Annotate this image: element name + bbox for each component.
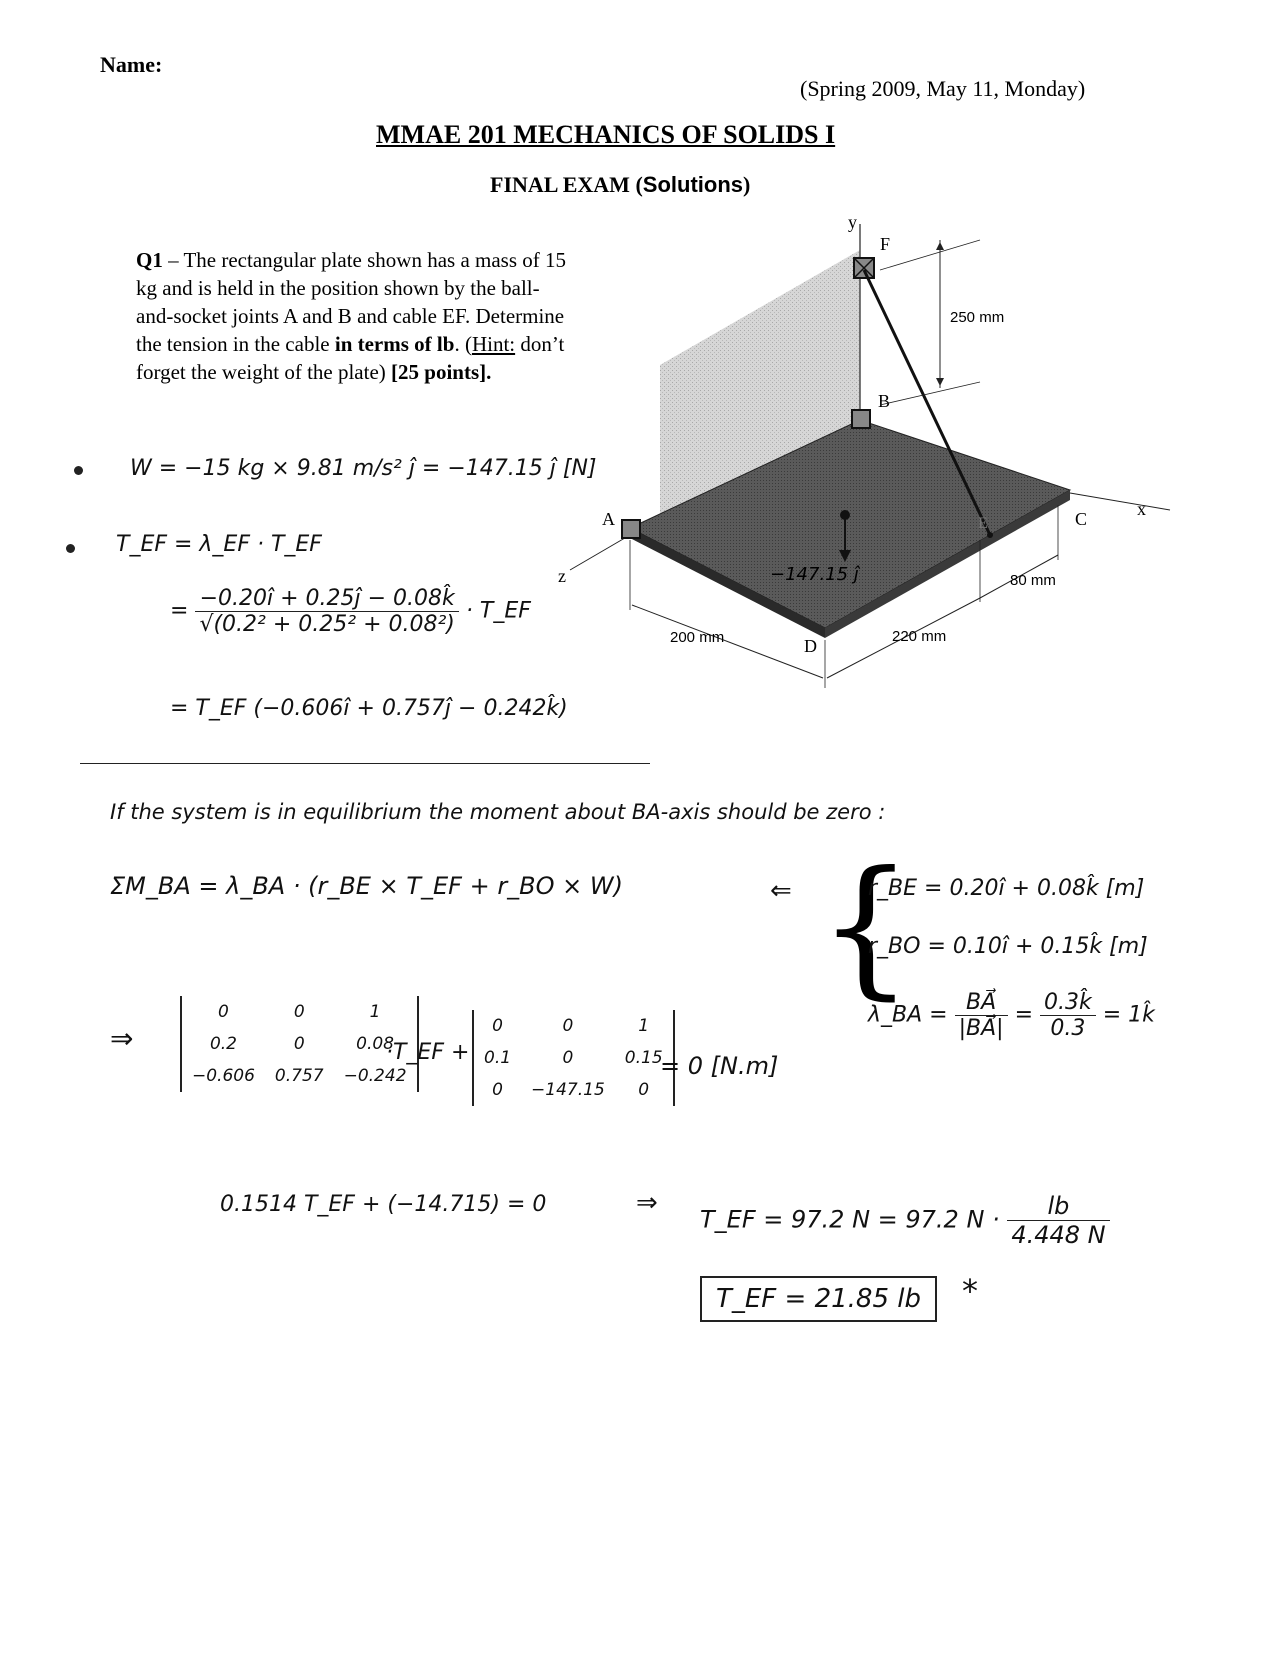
point-c-label: C — [1075, 509, 1088, 529]
question-body-2: . ( — [454, 332, 472, 356]
tension-newtons-text: T_EF = 97.2 N = 97.2 N · — [700, 1205, 1000, 1234]
matrix-2-cell: −147.15 — [531, 1080, 605, 1100]
star-mark: * — [962, 1272, 978, 1310]
lambda-result: = 1k̂ — [1102, 1002, 1155, 1028]
r-bo-vector: r_BO = 0.10î + 0.15k̂ [m] — [868, 934, 1148, 959]
matrix-2-cell: 0 — [562, 1016, 574, 1036]
unit-vector-denominator: √(0.2² + 0.25² + 0.08²) — [199, 612, 455, 637]
tension-unit-vector: = $\frac{-0.20î + 0.25ĵ - 0.08k̂}{\text{√(0.2² + 0.25² + 0.08²)}}$ · T_EF — [170, 586, 531, 637]
matrix-2-cell: 0 — [638, 1080, 650, 1100]
tension-components: = T_EF (−0.606î + 0.757ĵ − 0.242k̂) — [170, 696, 568, 721]
lambda-eq: = — [1014, 1002, 1033, 1028]
lambda-ba — [868, 990, 1155, 1041]
bullet — [74, 466, 83, 475]
question-points: [25 points]. — [391, 360, 492, 384]
matrix-1-cell: 0.757 — [274, 1066, 324, 1086]
divider — [80, 763, 650, 764]
final-answer: T_EF = 21.85 lb — [700, 1276, 937, 1322]
moment-equation: ΣM_BA = λ_BA · (r_BE × T_EF + r_BO × W) — [110, 872, 623, 900]
exam-title-main: FINAL EXAM ( — [490, 172, 643, 197]
plate-figure — [558, 210, 1210, 710]
left-brace: { — [818, 840, 914, 1014]
matrix-2-cell: 0.15 — [624, 1048, 663, 1068]
matrix-1-cell: 0.08 — [356, 1034, 394, 1054]
matrix-1-cell: 0 — [218, 1002, 229, 1022]
matrix-1-cell: 0 — [293, 1002, 305, 1022]
dim-80: 80 mm — [1010, 572, 1056, 589]
point-d-label: D — [804, 636, 817, 656]
lb-conversion — [1007, 1192, 1109, 1249]
implies-arrow-2: ⇒ — [636, 1188, 658, 1218]
name-label: Name: — [100, 52, 163, 77]
lambda-frac-2 — [1040, 990, 1096, 1041]
unit-vector-numerator: −0.20î + 0.25ĵ − 0.08k̂ — [195, 586, 458, 612]
matrix-2-cell: 0 — [562, 1048, 574, 1068]
exam-date: (Spring 2009, May 11, Monday) — [800, 76, 1086, 101]
matrix-2 — [472, 1010, 675, 1106]
matrix-1 — [180, 996, 419, 1092]
matrix-1-table — [182, 996, 417, 1092]
lambda-frac-1 — [955, 990, 1008, 1041]
matrix-1-row — [182, 996, 417, 1028]
equilibrium-note: If the system is in equilibrium the moment about BA-axis should be zero : — [110, 800, 886, 824]
matrix-2-cell: 0 — [492, 1080, 503, 1100]
question-body-1: – The rectangular plate shown has a mass of 15 kg and is held in the position shown by the ball-and-socket joints A and B and cable EF. Determine the tension in the cable — [136, 248, 567, 356]
course-title: MMAE 201 MECHANICS OF SOLIDS I — [376, 120, 836, 149]
weight-equation: W = −15 kg × 9.81 m/s² ĵ = −147.15 ĵ [N] — [130, 456, 597, 481]
point-b-label: B — [878, 391, 891, 411]
matrix-1-cell: −0.606 — [192, 1066, 255, 1086]
matrix-2-row — [474, 1074, 673, 1106]
z-axis — [570, 535, 630, 570]
question-body-3: don’t forget the weight of the plate) — [136, 332, 565, 384]
matrix-1-cell: −0.242 — [343, 1066, 407, 1086]
y-axis-label: y — [848, 212, 857, 232]
lambda-ba-lhs: λ_BA = — [868, 1002, 948, 1028]
lambda-den-1: |BA⃗| — [958, 1016, 1004, 1041]
matrix-2-cell: 0.1 — [484, 1048, 512, 1068]
matrix-1-row — [182, 1060, 417, 1092]
matrix-2-row — [474, 1010, 673, 1042]
matrix-result: = 0 [N.m] — [660, 1052, 779, 1080]
scalar-equation: 0.1514 T_EF + (−14.715) = 0 — [220, 1192, 547, 1217]
question-emphasis: in terms of lb — [334, 332, 455, 356]
exam-title-solutions: Solutions — [642, 172, 743, 197]
matrix-1-cell: 0 — [293, 1034, 305, 1054]
lambda-num-2: 0.3k̂ — [1040, 990, 1096, 1016]
joint-a — [622, 520, 640, 538]
question-text — [136, 246, 576, 386]
exam-title — [490, 172, 750, 198]
weight-note: −147.15 ĵ — [770, 564, 859, 585]
point-f-label: F — [880, 234, 891, 254]
question-number: Q1 — [136, 248, 163, 272]
matrix-1-row — [182, 1028, 417, 1060]
unit-vector-fraction — [195, 586, 458, 637]
conv-den: 4.448 N — [1011, 1221, 1106, 1249]
dim-250: 250 mm — [950, 309, 1005, 326]
matrix-2-table — [474, 1010, 673, 1106]
matrix-2-cell: 1 — [638, 1016, 650, 1036]
dim-200: 200 mm — [670, 629, 725, 646]
z-axis-label: z — [558, 566, 566, 586]
left-arrow: ⇐ — [770, 876, 792, 906]
x-axis-label: x — [1137, 499, 1146, 519]
matrix-2-row — [474, 1042, 673, 1074]
joint-b — [852, 410, 870, 428]
unit-vector-tail: · T_EF — [465, 598, 531, 624]
point-e-label: E — [978, 515, 988, 532]
dim-220: 220 mm — [892, 628, 947, 645]
r-be-vector: r_BE = 0.20î + 0.08k̂ [m] — [868, 876, 1145, 901]
matrix-1-cell: 0.2 — [209, 1034, 237, 1054]
matrix-2-cell: 0 — [492, 1016, 503, 1036]
lambda-num-1: BA⃗ — [955, 990, 1008, 1016]
hint-label: Hint: — [471, 332, 516, 356]
point-a-label: A — [602, 509, 615, 529]
tension-equation: T_EF = λ_EF · T_EF — [116, 532, 322, 557]
x-axis — [1070, 493, 1170, 510]
bullet — [66, 544, 75, 553]
exam-title-close: ) — [743, 172, 751, 197]
conv-num: lb — [1007, 1192, 1109, 1221]
tension-newtons — [700, 1192, 1110, 1249]
implies-arrow: ⇒ — [110, 1022, 134, 1055]
lambda-den-2: 0.3 — [1050, 1016, 1086, 1041]
matrix-1-cell: 1 — [369, 1002, 381, 1022]
matrix-1-tail: ·T_EF + — [386, 1040, 470, 1065]
